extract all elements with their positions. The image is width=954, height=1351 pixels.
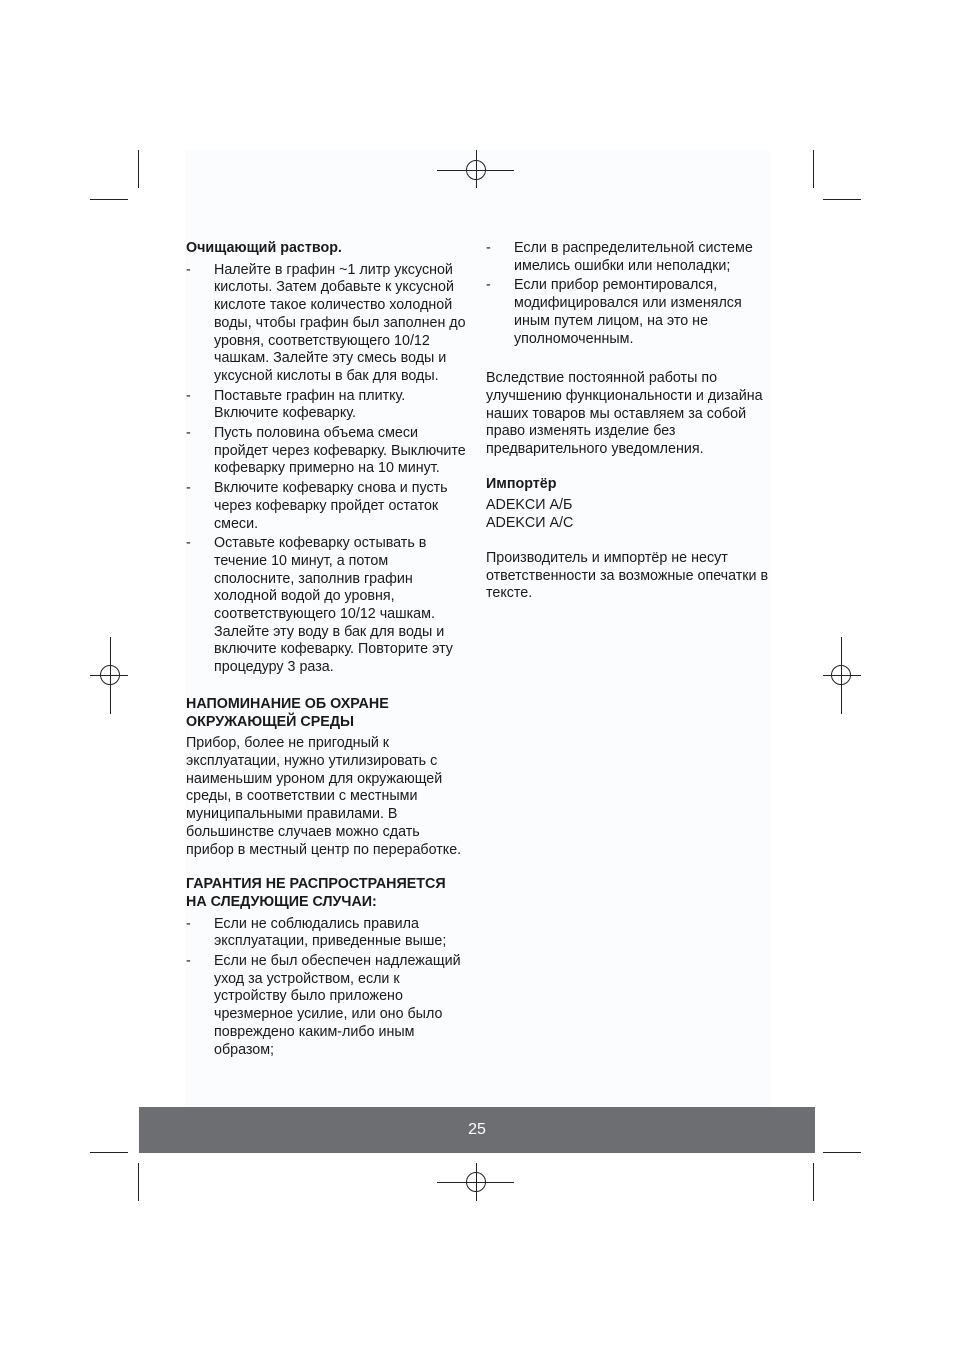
- crop-mark: [138, 150, 139, 188]
- list-item: - Пусть половина объема смеси пройдет через кофеварку. Выключите кофеварку примерно на 10 минут.: [186, 425, 468, 478]
- environment-heading: НАПОМИНАНИЕ ОБ ОХРАНЕ ОКРУЖАЮЩЕЙ СРЕДЫ: [186, 695, 389, 730]
- crop-mark: [823, 1152, 861, 1153]
- warranty-list: [186, 916, 468, 1060]
- left-column: [186, 240, 468, 1061]
- warranty-list-continued: [486, 240, 771, 348]
- page-number: 25: [468, 1121, 486, 1138]
- footer-bar: [139, 1107, 815, 1153]
- list-item: - Поставьте графин на плитку. Включите кофеварку.: [186, 388, 468, 423]
- crop-mark: [823, 199, 861, 200]
- list-item: - Если прибор ремонтировался, модифицировался или изменялся иным путем лицом, на это не уполномоченным.: [486, 277, 771, 348]
- warranty-heading: ГАРАНТИЯ НЕ РАСПРОСТРАНЯЕТСЯ НА СЛЕДУЮЩИЕ СЛУЧАИ:: [186, 876, 446, 910]
- cleaning-steps-list: [186, 262, 468, 677]
- notice-text: Вследствие постоянной работы по улучшению функциональности и дизайна наших товаров мы оставляем за собой право изменять изделие без предварительного уведомления.: [486, 370, 763, 458]
- right-column: [486, 240, 771, 603]
- list-item: - Если не соблюдались правила эксплуатации, приведенные выше;: [186, 916, 468, 951]
- list-item: - Оставьте кофеварку остывать в течение 10 минут, а потом сполосните, заполнив графин холодной водой до уровня, соответствующего 10/12 чашкам. Залейте эту воду в бак для воды и включите кофеварку. Повторите эту процедуру 3 раза.: [186, 535, 468, 677]
- crop-mark: [138, 1163, 139, 1201]
- cleaning-heading: Очищающий раствор.: [186, 240, 342, 256]
- crop-mark: [813, 1163, 814, 1201]
- crop-mark: [90, 199, 128, 200]
- importer-line: ADEKCИ A/C: [486, 515, 574, 532]
- list-item: - Включите кофеварку снова и пусть через кофеварку пройдет остаток смеси.: [186, 480, 468, 533]
- disclaimer-text: Производитель и импортёр не несут ответственности за возможные опечатки в тексте.: [486, 549, 769, 602]
- crop-mark: [90, 1152, 128, 1153]
- list-item: - Если не был обеспечен надлежащий уход за устройством, если к устройству было приложено чрезмерное усилие, или оно было повреждено каким-либо иным образом;: [186, 953, 468, 1059]
- environment-text: Прибор, более не пригодный к эксплуатации, нужно утилизировать с наименьшим уроном для окружающей среды, в соответствии с местными муниципальными правилами. В большинстве случаев можно сдать прибор в местный центр по переработке.: [186, 735, 462, 858]
- importer-heading: Импортёр: [486, 475, 557, 492]
- importer-line: ADEKCИ A/Б: [486, 497, 573, 514]
- crop-mark: [813, 150, 814, 188]
- list-item: - Если в распределительной системе имелись ошибки или неполадки;: [486, 240, 771, 275]
- list-item: - Налейте в графин ~1 литр уксусной кислоты. Затем добавьте к уксусной кислоте такое количество холодной воды, чтобы графин был заполнен до уровня, соответствующего 10/12 чашкам. Залейте эту смесь воды и уксусной кислоты в бак для воды.: [186, 262, 468, 386]
